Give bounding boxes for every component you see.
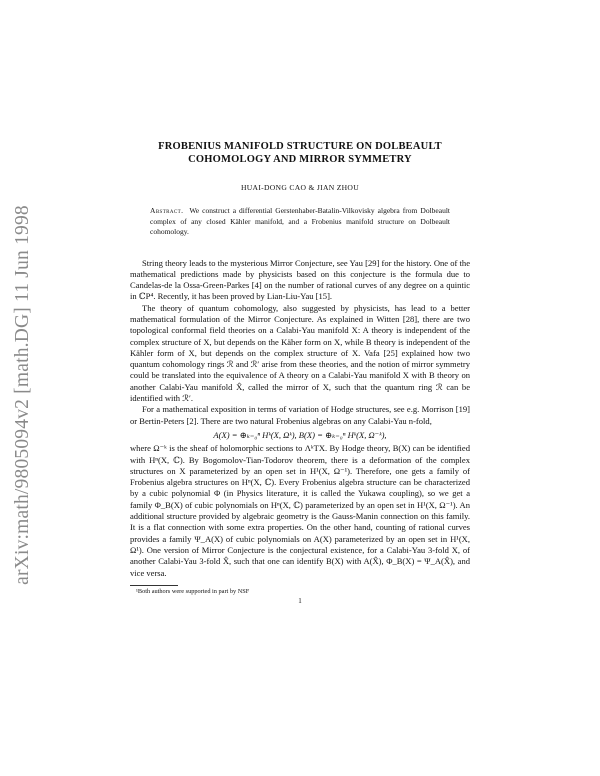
title-line-2: COHOMOLOGY AND MIRROR SYMMETRY	[188, 154, 412, 165]
abstract	[150, 206, 450, 238]
body-text	[130, 258, 470, 579]
paragraph-3: For a mathematical exposition in terms of variation of Hodge structures, see e.g. Morrison [19] or Bertin-Peters [2]. There are two natural Frobenius algebras on any Calabi-Yau n-fold,	[130, 404, 470, 426]
page-number: 1	[298, 596, 302, 605]
display-equation: A(X) = ⊕ₖ₌₀ⁿ Hᵏ(X, Ωᵏ), B(X) = ⊕ₖ₌₀ⁿ Hᵏ(X, Ω⁻ᵏ),	[213, 429, 387, 440]
arxiv-identifier: arXiv:math/9805094v2 [math.DG] 11 Jun 1998	[12, 205, 33, 585]
paper-page	[130, 140, 470, 605]
abstract-label: Abstract.	[150, 206, 184, 215]
paragraph-4: where Ω⁻ᵏ is the sheaf of holomorphic sections to ΛᵏTX. By Hodge theory, B(X) can be identified with Hⁿ(X, ℂ). By Bogomolov-Tian-Todorov theorem, there is a deformation of the complex structures on X parameterized by an open set in H¹(X, Ω⁻¹). Therefore, one gets a family of Frobenius algebra structures on Hⁿ(X, ℂ). Every Frobenius algebra structure can be characterized by a cubic polynomial Φ (in Physics literature, it is called the Yukawa coupling), so we get a family Φ_B(X) of cubic polynomials on Hⁿ(X, ℂ) parameterized by an open set in H¹(X, Ω⁻¹). An additional structure provided by algebraic geometry is the Gauss-Manin connection on this family. It is a flat connection with some extra properties. On the other hand, counting of rational curves provides a family Ψ_A(X) of cubic polynomials on A(X) parameterized by an open set in H¹(X, Ω¹). One version of Mirror Conjecture is the conjectural existence, for a Calabi-Yau 3-fold X, of another Calabi-Yau 3-fold X̂, such that one can identify B(X) with A(X̂), Φ_B(X) = Ψ_A(X̂), and vice versa.	[130, 443, 470, 578]
arxiv-sidebar	[10, 165, 36, 625]
abstract-text: We construct a differential Gerstenhaber-Batalin-Vilkovisky algebra from Dolbeault complex of any closed Kähler manifold, and a Frobenius manifold structure on Dolbeault cohomology.	[150, 206, 450, 236]
footnote-divider	[130, 585, 178, 586]
paragraph-1: String theory leads to the mysterious Mirror Conjecture, see Yau [29] for the history. One of the mathematical predictions made by physicists based on this conjecture is the formula due to Candelas-de la Ossa-Green-Parkes [4] on the number of rational curves of any degree on a quintic in ℂP⁴. Recently, it has been proved by Lian-Liu-Yau [15].	[130, 257, 470, 302]
title-line-1: FROBENIUS MANIFOLD STRUCTURE ON DOLBEAULT	[158, 141, 442, 152]
paper-title	[130, 140, 470, 166]
paragraph-2: The theory of quantum cohomology, also suggested by physicists, has lead to a better mathematical formulation of the Mirror Conjecture. As explained in Witten [28], there are two topological conformal field theories on a Calabi-Yau manifold X: A theory is independent of the complex structure of X, but depends on the Käher form on X, while B theory is independent of the Kähler form of X, but depends on the complex structure of X. Vafa [25] explained how two quantum cohomology rings ℛ and ℛ′ arise from these theories, and the notion of mirror symmetry could be translated into the equivalence of A theory on a Calabi-Yau manifold X with B theory on another Calabi-Yau manifold X̂, called the mirror of X, such that the quantum ring ℛ can be identified with ℛ′.	[130, 302, 470, 404]
footnote: ¹Both authors were supported in part by NSF	[136, 587, 250, 595]
authors: HUAI-DONG CAO & JIAN ZHOU	[240, 183, 360, 192]
